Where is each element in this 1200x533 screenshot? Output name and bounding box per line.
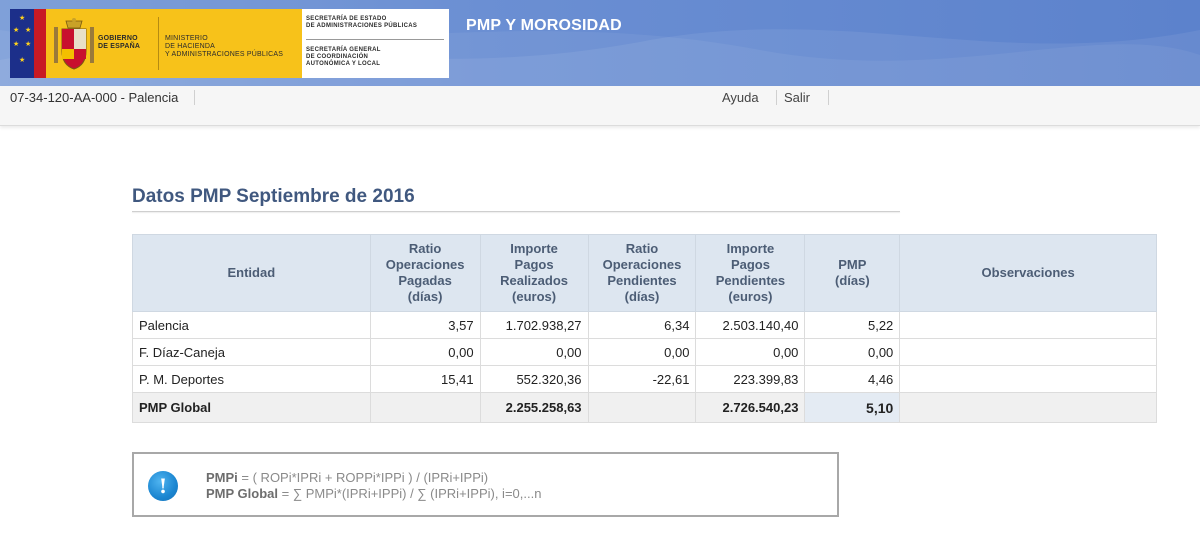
col-header-ratio-pendientes: [588, 235, 696, 312]
info-icon: !: [148, 471, 178, 501]
formula-pmpi: [206, 470, 488, 485]
cell-ratio-pagadas: 0,00: [370, 339, 480, 366]
header-line: Pendientes: [715, 273, 786, 288]
cell-ratio-pendientes: 0,00: [588, 339, 696, 366]
cell-ratio-pendientes: -22,61: [588, 366, 696, 393]
cell-entidad: P. M. Deportes: [133, 366, 371, 393]
header-line: Importe: [510, 241, 558, 256]
col-header-pmp: [805, 235, 900, 312]
secretaria-general-line-1: SECRETARÍA GENERAL: [306, 47, 381, 53]
secretaria-general-line-2: DE COORDINACIÓN: [306, 54, 369, 60]
header-line: Operaciones: [602, 257, 682, 272]
government-logo: [10, 9, 449, 78]
cell-importe-pendientes: 223.399,83: [696, 366, 805, 393]
formula-info-box: [132, 452, 839, 517]
table-row: [133, 339, 1157, 366]
cell-empty: [370, 393, 480, 423]
cell-observaciones: [900, 312, 1157, 339]
ministerio-line-2: DE HACIENDA: [165, 43, 216, 50]
cell-global-pmp: 5,10: [805, 393, 900, 423]
cell-pmp: 0,00: [805, 339, 900, 366]
gobierno-label: [98, 35, 140, 51]
ministerio-line-1: MINISTERIO: [165, 35, 208, 42]
table-row-global: [133, 393, 1157, 423]
formula-pmp-global-label: PMP Global: [206, 486, 278, 501]
header-line: Realizados: [500, 273, 569, 288]
header-line: Ratio: [625, 241, 659, 256]
secretaria-general-line-3: AUTONÓMICA Y LOCAL: [306, 61, 381, 67]
header-line: Pendientes: [607, 273, 677, 288]
cell-empty: [588, 393, 696, 423]
col-header-observaciones-text: Observaciones: [981, 265, 1075, 280]
cell-global-importe-realizados: 2.255.258,63: [480, 393, 588, 423]
secretaria-general: [306, 47, 381, 68]
cell-ratio-pagadas: 15,41: [370, 366, 480, 393]
ministerio-label: [165, 35, 283, 59]
cell-empty: [900, 393, 1157, 423]
header-line: Ratio: [408, 241, 442, 256]
header-line: (días): [407, 289, 443, 304]
formula-pmp-global-text: = ∑ PMPi*(IPRi+IPPi) / ∑ (IPRi+IPPi), i=0,...n: [278, 486, 542, 501]
header-line: Pagos: [514, 257, 554, 272]
col-header-importe-pendientes: [696, 235, 805, 312]
cell-global-label: PMP Global: [133, 393, 371, 423]
logout-link[interactable]: Salir: [784, 90, 829, 105]
coat-of-arms-icon: [52, 17, 96, 71]
header-line: Importe: [726, 241, 775, 256]
header-line: Operaciones: [385, 257, 465, 272]
cell-observaciones: [900, 339, 1157, 366]
formula-pmpi-text: = ( ROPi*IPRi + ROPPi*IPPi ) / (IPRi+IPPi): [237, 470, 489, 485]
col-header-importe-realizados: [480, 235, 588, 312]
secretaria-divider: [306, 39, 444, 40]
header-line: (euros): [512, 289, 557, 304]
cell-ratio-pendientes: 6,34: [588, 312, 696, 339]
header-line: (días): [835, 273, 870, 288]
app-title: PMP Y MOROSIDAD: [466, 17, 622, 34]
table-header-row: [133, 235, 1157, 312]
cell-pmp: 5,22: [805, 312, 900, 339]
cell-entidad: Palencia: [133, 312, 371, 339]
entity-code-label: 07-34-120-AA-000 - Palencia: [10, 90, 195, 105]
table-row: [133, 312, 1157, 339]
col-header-entidad: [133, 235, 371, 312]
cell-observaciones: [900, 366, 1157, 393]
app-header: [0, 0, 1200, 86]
title-divider: [132, 211, 900, 212]
cell-pmp: 4,46: [805, 366, 900, 393]
table-row: [133, 366, 1157, 393]
secretaria-estado-line-1: SECRETARÍA DE ESTADO: [306, 16, 387, 22]
formula-pmpi-label: PMPi: [206, 470, 238, 485]
pmp-table: [132, 234, 1157, 423]
eu-flag-icon: ★ ★ ★ ★ ★ ★: [10, 9, 34, 78]
cell-importe-pendientes: 0,00: [696, 339, 805, 366]
header-line: PMP: [838, 257, 867, 272]
gobierno-line-1: GOBIERNO: [98, 35, 138, 42]
header-line: Pagos: [730, 257, 770, 272]
cell-ratio-pagadas: 3,57: [370, 312, 480, 339]
page-title: Datos PMP Septiembre de 2016: [132, 186, 415, 207]
col-header-entidad-text: Entidad: [227, 265, 276, 280]
secretaria-estado-line-2: DE ADMINISTRACIONES PÚBLICAS: [306, 23, 418, 29]
header-line: (días): [624, 289, 660, 304]
gobierno-line-2: DE ESPAÑA: [98, 43, 141, 50]
col-header-observaciones: [900, 235, 1157, 312]
ministerio-line-3: Y ADMINISTRACIONES PÚBLICAS: [165, 51, 284, 58]
flag-red-band: [34, 9, 46, 78]
col-header-ratio-pagadas: [370, 235, 480, 312]
header-line: Pagadas: [398, 273, 452, 288]
cell-importe-realizados: 1.702.938,27: [480, 312, 588, 339]
cell-global-importe-pendientes: 2.726.540,23: [696, 393, 805, 423]
secretaria-estado: [306, 16, 417, 30]
cell-importe-realizados: 0,00: [480, 339, 588, 366]
formula-pmp-global: [206, 486, 541, 501]
entity-bar: [0, 86, 1200, 126]
logo-separator: [158, 17, 159, 70]
help-link[interactable]: Ayuda: [722, 90, 777, 105]
secretaria-label: [302, 9, 449, 78]
header-line: (euros): [728, 289, 773, 304]
cell-importe-realizados: 552.320,36: [480, 366, 588, 393]
cell-entidad: F. Díaz-Caneja: [133, 339, 371, 366]
cell-importe-pendientes: 2.503.140,40: [696, 312, 805, 339]
